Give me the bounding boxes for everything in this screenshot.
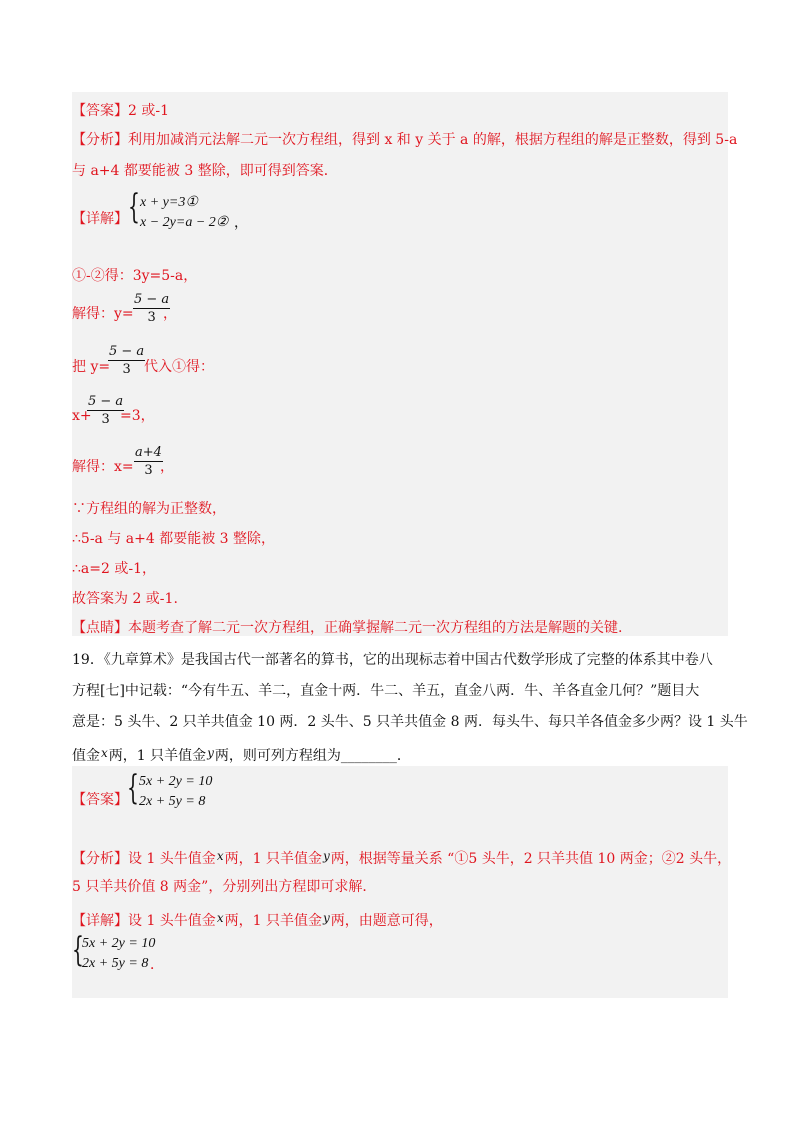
comment-line <box>72 619 622 637</box>
detail2-tag: 【详解】 <box>72 913 128 929</box>
var-x: x <box>216 911 224 925</box>
q-text-a: 值金 <box>72 748 100 764</box>
analysis2-text-b: 两，1 只羊值金 <box>224 851 322 867</box>
detail-step-1: ①-②得：3y=5-a， <box>72 268 198 284</box>
var-y: y <box>322 849 330 863</box>
system-eq-1b: x − 2y=a − 2② <box>140 215 229 230</box>
detail2-line-1 <box>72 909 443 930</box>
system-brace-1: { <box>128 187 140 227</box>
answer-tag: 【答案】 <box>72 103 128 119</box>
var-x: x <box>216 849 224 863</box>
detail-tag-line <box>72 210 128 228</box>
step5-suffix: ， <box>160 459 174 475</box>
detail-step-6: ∵方程组的解为正整数， <box>72 501 226 517</box>
detail-step-8: ∴a=2 或-1， <box>72 561 156 577</box>
fraction-numerator: 5 − a <box>88 394 124 409</box>
system-tail-1: ， <box>234 216 248 231</box>
fraction-denominator: 3 <box>144 463 153 478</box>
fraction-numerator: a+4 <box>135 445 162 460</box>
analysis-line-1 <box>72 131 737 149</box>
fraction-bar <box>87 410 124 411</box>
step4-suffix: =3， <box>120 408 155 424</box>
answer2-eq-2: 2x + 5y = 8 <box>139 794 206 809</box>
answer-blank: ________． <box>340 748 411 764</box>
system-brace-3: { <box>72 930 84 970</box>
var-y: y <box>322 911 330 925</box>
fraction-step-5 <box>134 445 163 478</box>
step4-prefix: x+ <box>72 408 92 424</box>
step2-prefix: 解得：y= <box>72 306 134 322</box>
detail-step-3 <box>72 358 110 376</box>
question-line-1: 19．《九章算术》是我国古代一部著名的算书，它的出现标志着中国古代数学形成了完整的体系其中卷八 <box>72 652 713 668</box>
analysis2-line-1 <box>72 847 731 868</box>
question-line-4 <box>72 744 411 765</box>
detail2-tail: ． <box>150 958 164 973</box>
answer-text: 2 或-1 <box>128 103 169 119</box>
detail2-eq-2: 2x + 5y = 8 <box>82 956 149 971</box>
fraction-bar <box>134 461 163 462</box>
q-text-b: 两，1 只羊值金 <box>108 748 207 764</box>
answer-line <box>72 102 169 120</box>
analysis2-tag: 【分析】 <box>72 851 128 867</box>
detail-step-9: 故答案为 2 或-1. <box>72 591 178 607</box>
fraction-denominator: 3 <box>147 310 156 325</box>
analysis-text-2: 与 a+4 都要能被 3 整除，即可得到答案． <box>72 163 338 179</box>
detail-tag: 【详解】 <box>72 211 128 227</box>
detail-step-7: ∴5-a 与 a+4 都要能被 3 整除， <box>72 531 276 547</box>
analysis2-text-a: 设 1 头牛值金 <box>128 851 216 867</box>
fraction-step-3 <box>108 344 145 377</box>
analysis-line-2 <box>72 162 338 180</box>
detail2-text-c: 两，由题意可得， <box>330 913 443 929</box>
fraction-denominator: 3 <box>122 362 131 377</box>
step5-prefix: 解得：x= <box>72 459 134 475</box>
system-brace-2: { <box>127 768 139 808</box>
step3-prefix: 把 y= <box>72 359 111 375</box>
analysis-tag: 【分析】 <box>72 132 128 148</box>
step2-suffix: ， <box>163 306 177 322</box>
detail-step-5 <box>72 458 134 476</box>
answer2-eq-1: 5x + 2y = 10 <box>139 774 213 789</box>
fraction-numerator: 5 − a <box>134 292 170 307</box>
step3-suffix: 代入①得： <box>144 359 214 375</box>
q-text-c: 两，则可列方程组为 <box>214 748 341 764</box>
fraction-denominator: 3 <box>101 412 110 427</box>
comment-tag: 【点睛】 <box>72 620 128 636</box>
analysis2-line-2: 5 只羊共价值 8 两金”，分别列出方程即可求解． <box>72 879 377 895</box>
answer2-tag: 【答案】 <box>72 792 128 808</box>
question-line-3: 意是：5 头牛、2 只羊共值金 10 两．2 头牛、5 只羊共值金 8 两．每头牛、每只羊各值金多少两？设 1 头牛 <box>72 714 748 730</box>
detail2-text-b: 两，1 只羊值金 <box>224 913 322 929</box>
analysis2-text-c: 两，根据等量关系 “①5 头牛，2 只羊共值 10 两金；②2 头牛， <box>330 851 732 867</box>
detail2-text-a: 设 1 头牛值金 <box>128 913 216 929</box>
var-x: x <box>101 746 108 760</box>
detail2-eq-1: 5x + 2y = 10 <box>82 936 156 951</box>
detail-step-2 <box>72 305 134 323</box>
system-eq-1a: x + y=3① <box>140 195 198 210</box>
fraction-step-4 <box>87 394 124 427</box>
fraction-numerator: 5 − a <box>109 344 145 359</box>
answer2-tag-line <box>72 791 128 809</box>
question-line-2: 方程[七]中记载：“今有牛五、羊二，直金十两．牛二、羊五，直金八两．牛、羊各直金几何？”题目大 <box>72 683 700 699</box>
analysis-text-1: 利用加减消元法解二元一次方程组，得到 x 和 y 关于 a 的解，根据方程组的解是正整数，得到 5-a <box>128 132 738 148</box>
fraction-bar <box>108 360 145 361</box>
var-y: y <box>207 746 214 760</box>
comment-text: 本题考查了解二元一次方程组，正确掌握解二元一次方程组的方法是解题的关键. <box>128 620 623 636</box>
